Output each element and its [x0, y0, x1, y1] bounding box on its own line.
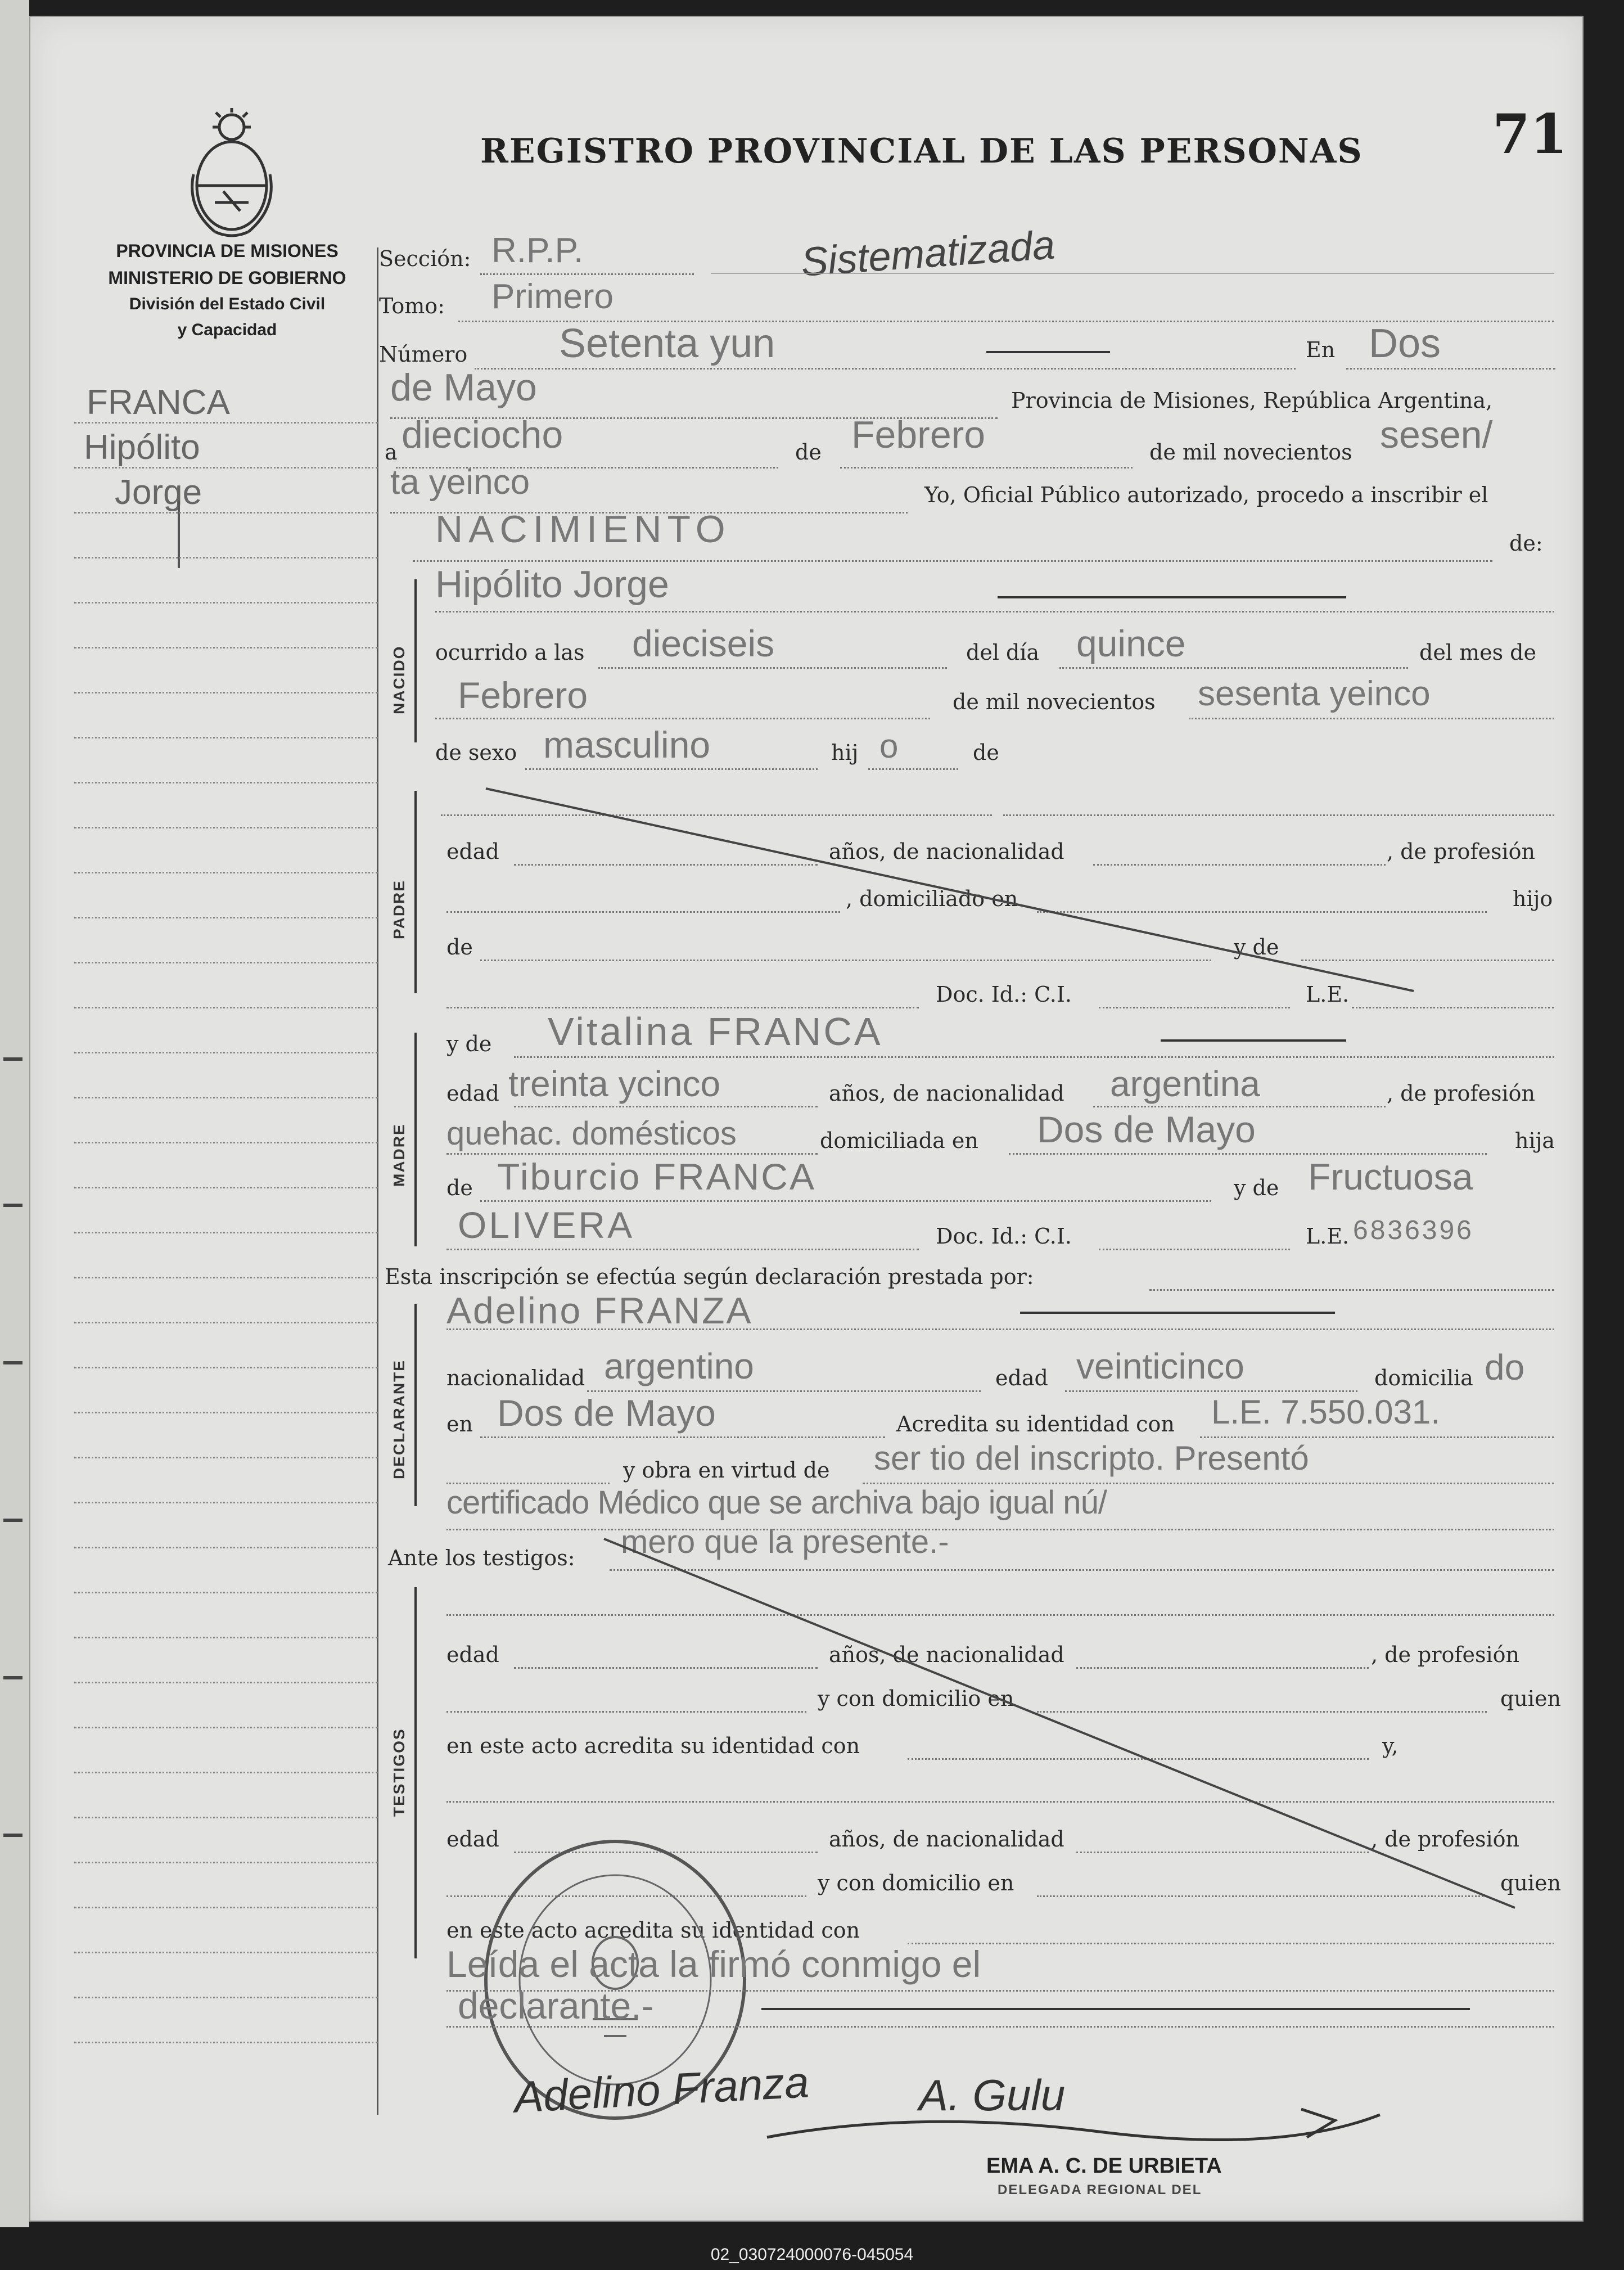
margin-surname: FRANCA [87, 383, 230, 422]
org-line-2: MINISTERIO DE GOBIERNO [108, 268, 346, 288]
domicilia-value: do [1485, 1347, 1525, 1388]
t2-quien-label: quien [1500, 1871, 1561, 1895]
madre-mother-a: Fructuosa [1308, 1156, 1473, 1197]
org-line-3: División del Estado Civil [129, 295, 326, 313]
t1-y-label: y, [1382, 1733, 1399, 1758]
madre-y-de-label: y de [446, 1032, 492, 1056]
madre-profesion-label: , de profesión [1387, 1081, 1535, 1106]
page-title: REGISTRO PROVINCIAL DE LAS PERSONAS [480, 132, 1363, 171]
virtud-b: certificado Médico que se archiva bajo igual nú/ [446, 1484, 1107, 1521]
hij-label: hij [831, 740, 859, 765]
declarante-nacionalidad: argentino [604, 1346, 754, 1386]
act-type: NACIMIENTO [435, 508, 731, 551]
madre-name: Vitalina FRANCA [548, 1010, 883, 1053]
madre-edad: treinta ycinco [508, 1064, 721, 1104]
padre-doc-label: Doc. Id.: C.I. [936, 982, 1072, 1007]
padre-domiciliado-label: , domiciliado en [846, 886, 1018, 911]
ante-label: Ante los testigos: [388, 1546, 575, 1570]
en-label: En [1306, 337, 1336, 362]
day-value: dieciocho [402, 413, 563, 456]
org-line-1: PROVINCIA DE MISIONES [116, 241, 339, 261]
nacionalidad-label: nacionalidad [446, 1366, 585, 1390]
madre-profesion: quehac. domésticos [446, 1115, 737, 1152]
nacido-mil-label: de mil novecientos [953, 690, 1156, 714]
org-line-4: y Capacidad [177, 321, 277, 339]
testigos-label: TESTIGOS [390, 1728, 408, 1817]
virtud-a: ser tio del inscripto. Presentó [874, 1439, 1309, 1477]
padre-label: PADRE [390, 880, 408, 939]
de-colon-label: de: [1509, 531, 1543, 556]
numero-value: Setenta yun [559, 321, 775, 366]
t2-acredita-label: en este acto acredita su identidad con [446, 1918, 860, 1943]
seccion-label: Sección: [379, 246, 471, 271]
t1-profesion-label: , de profesión [1371, 1642, 1519, 1667]
systematized-note: Sistematizada [799, 222, 1057, 285]
padre-y-de-label: y de [1234, 935, 1279, 960]
declarante-label: DECLARANTE [390, 1359, 408, 1479]
madre-father: Tiburcio FRANCA [497, 1156, 816, 1197]
footer-id: 02_030724000076-045054 [710, 2245, 914, 2264]
closing-line-1: Leída el acta la firmó conmigo el [446, 1943, 981, 1985]
madre-domiciliada-label: domiciliada en [820, 1128, 978, 1153]
province-text: Provincia de Misiones, República Argentina, [1011, 388, 1493, 413]
t1-domicilio-label: y con domicilio en [818, 1686, 1014, 1711]
del-dia-label: del día [966, 640, 1040, 665]
declarante-name: Adelino FRANZA [446, 1290, 753, 1331]
madre-le-label: L.E. [1306, 1224, 1350, 1249]
register-page [29, 16, 1584, 2222]
seccion-value: R.P.P. [491, 231, 584, 270]
birth-year: sesenta yeinco [1198, 674, 1431, 713]
tomo-label: Tomo: [379, 294, 445, 318]
t1-anos-label: años, de nacionalidad [829, 1642, 1064, 1667]
hij-suffix: o [879, 727, 899, 765]
declarante-edad: veinticinco [1076, 1346, 1244, 1386]
padre-profesion-label: , de profesión [1387, 839, 1535, 864]
mil-label: de mil novecientos [1149, 440, 1352, 465]
closing-line-2: declarante.- [458, 1985, 654, 2026]
t2-anos-label: años, de nacionalidad [829, 1827, 1064, 1852]
year-a: sesen/ [1380, 413, 1493, 456]
margin-name-2: Jorge [115, 473, 202, 512]
sexo-label: de sexo [435, 740, 517, 765]
padre-hijo-label: hijo [1513, 886, 1553, 911]
madre-le: 6836396 [1353, 1215, 1474, 1245]
stamp-name: EMA A. C. DE URBIETA [986, 2154, 1222, 2178]
virtud-c: mero que la presente.- [621, 1524, 949, 1560]
t2-domicilio-label: y con domicilio en [818, 1871, 1014, 1895]
nacido-label: NACIDO [390, 645, 408, 714]
madre-anos-label: años, de nacionalidad [829, 1081, 1064, 1106]
t2-edad-label: edad [446, 1827, 499, 1852]
t1-quien-label: quien [1500, 1686, 1561, 1711]
declarant-signature: Adelino Franza [513, 2057, 810, 2122]
madre-domicilio: Dos de Mayo [1037, 1109, 1256, 1150]
del-mes-label: del mes de [1419, 640, 1536, 665]
ocurrido-label: ocurrido a las [435, 640, 585, 665]
place-a: Dos [1369, 321, 1441, 366]
t1-edad-label: edad [446, 1642, 499, 1667]
madre-label: MADRE [390, 1123, 408, 1187]
t1-acredita-label: en este acto acredita su identidad con [446, 1733, 860, 1758]
de-label: de [795, 440, 822, 465]
birth-day: quince [1076, 623, 1186, 664]
page-number: 71 [1492, 102, 1568, 166]
madre-hija-label: hija [1515, 1128, 1555, 1153]
padre-de-label: de [446, 935, 473, 960]
tomo-value: Primero [491, 277, 614, 316]
padre-le-label: L.E. [1306, 982, 1350, 1007]
margin-name-1: Hipólito [84, 428, 200, 467]
stamp-title: DELEGADA REGIONAL DEL [998, 2182, 1202, 2197]
madre-de-label: de [446, 1175, 473, 1200]
virtud-label: y obra en virtud de [623, 1458, 830, 1483]
year-b: ta yeinco [390, 463, 530, 502]
oficial-text: Yo, Oficial Público autorizado, procedo a inscribir el [924, 483, 1488, 507]
signature-flourish [750, 2087, 1397, 2154]
madre-y-de2-label: y de [1234, 1175, 1279, 1200]
madre-edad-label: edad [446, 1081, 499, 1106]
declarante-intro: Esta inscripción se efectúa según declaración prestada por: [385, 1264, 1034, 1289]
declarante-edad-label: edad [995, 1366, 1048, 1390]
hour-value: dieciseis [632, 623, 775, 664]
numero-label: Número [379, 342, 468, 367]
declarante-en-label: en [446, 1412, 473, 1436]
a-label: a [385, 440, 398, 465]
declarante-domicilio: Dos de Mayo [497, 1392, 716, 1434]
cancellation-strokes [30, 17, 1582, 2221]
padre-edad-label: edad [446, 839, 499, 864]
madre-doc-label: Doc. Id.: C.I. [936, 1224, 1072, 1249]
month-value: Febrero [851, 413, 986, 456]
sexo-value: masculino [543, 724, 711, 765]
binding-edge [0, 0, 29, 2227]
padre-anos-label: años, de nacionalidad [829, 839, 1064, 864]
birth-month: Febrero [458, 674, 588, 716]
declarante-doc: L.E. 7.550.031. [1211, 1393, 1440, 1431]
domicilia-label: domicilia [1374, 1366, 1473, 1390]
official-signature: A. Gulu [919, 2070, 1066, 2120]
madre-nacionalidad: argentina [1110, 1064, 1260, 1104]
acredita-label: Acredita su identidad con [896, 1412, 1175, 1436]
t2-profesion-label: , de profesión [1371, 1827, 1519, 1852]
nacido-name: Hipólito Jorge [435, 563, 669, 606]
madre-mother-b: OLIVERA [458, 1204, 635, 1246]
nacido-de-label: de [973, 740, 999, 765]
place-b: de Mayo [390, 366, 537, 409]
